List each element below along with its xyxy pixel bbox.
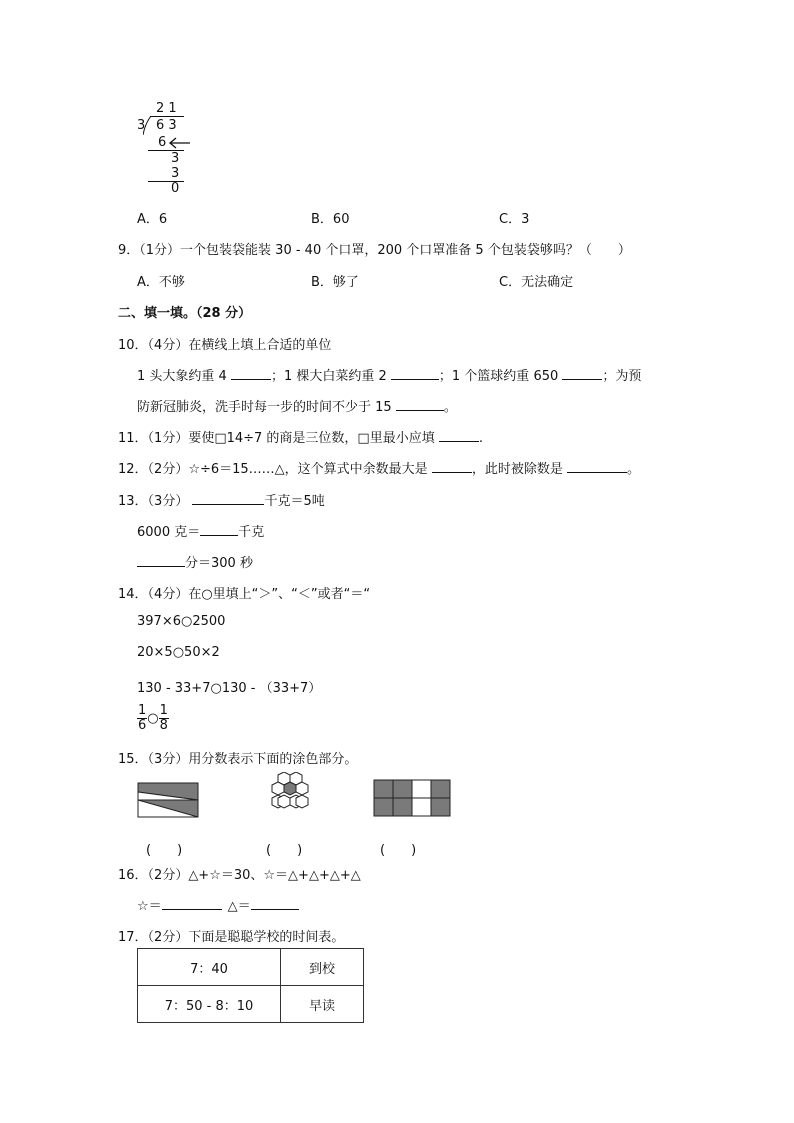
q13-label: 13．（3分） xyxy=(118,494,189,509)
q15-answer-3[interactable]: ( ) xyxy=(380,843,417,858)
q13-text-c: 分＝300 秒 xyxy=(185,556,253,571)
q11-blank[interactable] xyxy=(439,429,479,442)
q15-answer-2[interactable]: ( ) xyxy=(266,843,303,858)
schedule-table xyxy=(137,948,364,1023)
q16-answers xyxy=(137,895,299,914)
table-cell: 7：40 xyxy=(138,949,281,986)
figure-hexagons xyxy=(262,772,314,824)
frac2-num: 1 xyxy=(159,703,168,718)
q10-l2b: 。 xyxy=(443,400,457,415)
q13-text-b2: 千克 xyxy=(238,525,265,540)
q14-line2[interactable]: 20×5○50×2 xyxy=(137,645,220,660)
division-step2: 3 xyxy=(171,151,180,166)
q11-end: . xyxy=(478,431,483,446)
q12-text-a: 12．（2分）☆÷6＝15……△，这个算式中余数最大是 xyxy=(118,462,428,477)
q10-blank-4[interactable] xyxy=(396,398,444,411)
division-step1: 6 xyxy=(158,135,167,150)
q10-l1a: 1 头大象约重 4 xyxy=(137,369,227,384)
table-cell: 7：50 - 8：10 xyxy=(138,986,281,1023)
q10-blank-2[interactable] xyxy=(391,367,439,380)
q13-blank-1[interactable] xyxy=(192,492,264,505)
table-cell: 到校 xyxy=(281,949,364,986)
q10-text: 10．（4分）在横线上填上合适的单位 xyxy=(118,338,332,353)
q10-l1d: ；为预 xyxy=(602,369,642,384)
q13-blank-3[interactable] xyxy=(137,554,185,567)
division-dividend: 6 3 xyxy=(156,118,177,133)
arrow-left-icon xyxy=(168,137,192,149)
q11-text: 11．（1分）要使□14÷7 的商是三位数，□里最小应填 xyxy=(118,431,435,446)
q12-text-b: ，此时被除数是 xyxy=(471,462,563,477)
table-cell: 早读 xyxy=(281,986,364,1023)
q9-option-a[interactable]: A．不够 xyxy=(137,275,185,290)
q13-line2 xyxy=(137,521,264,540)
q13-line3 xyxy=(137,552,253,571)
q9-option-c[interactable]: C．无法确定 xyxy=(499,275,574,290)
q12 xyxy=(118,458,640,477)
q14-text: 14．（4分）在○里填上“＞”、“＜”或者“＝“ xyxy=(118,587,371,602)
q8-option-c[interactable]: C．3 xyxy=(499,212,530,227)
division-step3: 3 xyxy=(171,166,180,181)
figure-grid xyxy=(373,779,451,817)
q9-text: 9．（1分）一个包装袋能装 30 - 40 个口罩，200 个口罩准备 5 个包装袋够吗？（ ） xyxy=(118,243,631,258)
q12-blank-1[interactable] xyxy=(432,460,472,473)
q10-l1b: ；1 棵大白菜约重 2 xyxy=(270,369,387,384)
table-row xyxy=(138,986,364,1023)
division-bar xyxy=(150,116,184,117)
division-divisor: 3 xyxy=(137,118,146,133)
division-quotient: 2 1 xyxy=(156,101,177,116)
q8-option-b[interactable]: B．60 xyxy=(311,212,350,227)
section-heading: 二、填一填。（28 分） xyxy=(118,306,252,321)
q12-end: 。 xyxy=(626,462,640,477)
q17-text: 17．（2分）下面是聪聪学校的时间表。 xyxy=(118,930,345,945)
q15-text: 15．（3分）用分数表示下面的涂色部分。 xyxy=(118,752,358,767)
fraction-one-eighth xyxy=(159,704,169,733)
q16-text: 16．（2分）△+☆＝30、☆＝△+△+△+△ xyxy=(118,868,361,883)
table-row xyxy=(138,949,364,986)
q9-option-b[interactable]: B．够了 xyxy=(311,275,359,290)
q15-answer-1[interactable]: ( ) xyxy=(146,843,183,858)
q8-option-a[interactable]: A．6 xyxy=(137,212,168,227)
frac1-den: 6 xyxy=(138,718,147,733)
frac1-num: 1 xyxy=(138,703,147,718)
q10-blank-1[interactable] xyxy=(231,367,271,380)
q10-blank-3[interactable] xyxy=(562,367,602,380)
division-remainder: 0 xyxy=(171,181,180,196)
q16-triangle-label: △＝ xyxy=(227,899,251,914)
q14-fraction-compare[interactable] xyxy=(137,704,169,733)
q12-blank-2[interactable] xyxy=(567,460,627,473)
q16-blank-1[interactable] xyxy=(162,897,222,910)
figure-rectangle-triangles xyxy=(137,781,200,819)
q13 xyxy=(118,490,325,509)
fraction-op: ○ xyxy=(147,711,159,726)
q16-blank-2[interactable] xyxy=(251,897,299,910)
q14-line3[interactable]: 130 - 33+7○130 - （33+7） xyxy=(137,681,322,696)
q14-line1[interactable]: 397×6○2500 xyxy=(137,614,226,629)
q16-star-label: ☆＝ xyxy=(137,899,162,914)
q10-l2a: 防新冠肺炎，洗手时每一步的时间不少于 15 xyxy=(137,400,392,415)
q13-text-a: 千克＝5吨 xyxy=(264,494,325,509)
q10-l1c: ；1 个篮球约重 650 xyxy=(438,369,559,384)
q13-blank-2[interactable] xyxy=(200,523,238,536)
q10-line1 xyxy=(137,365,641,384)
frac2-den: 8 xyxy=(159,718,168,733)
q13-text-b1: 6000 克＝ xyxy=(137,525,201,540)
q10-line2 xyxy=(137,396,457,415)
q11 xyxy=(118,427,483,446)
fraction-one-sixth xyxy=(137,704,147,733)
